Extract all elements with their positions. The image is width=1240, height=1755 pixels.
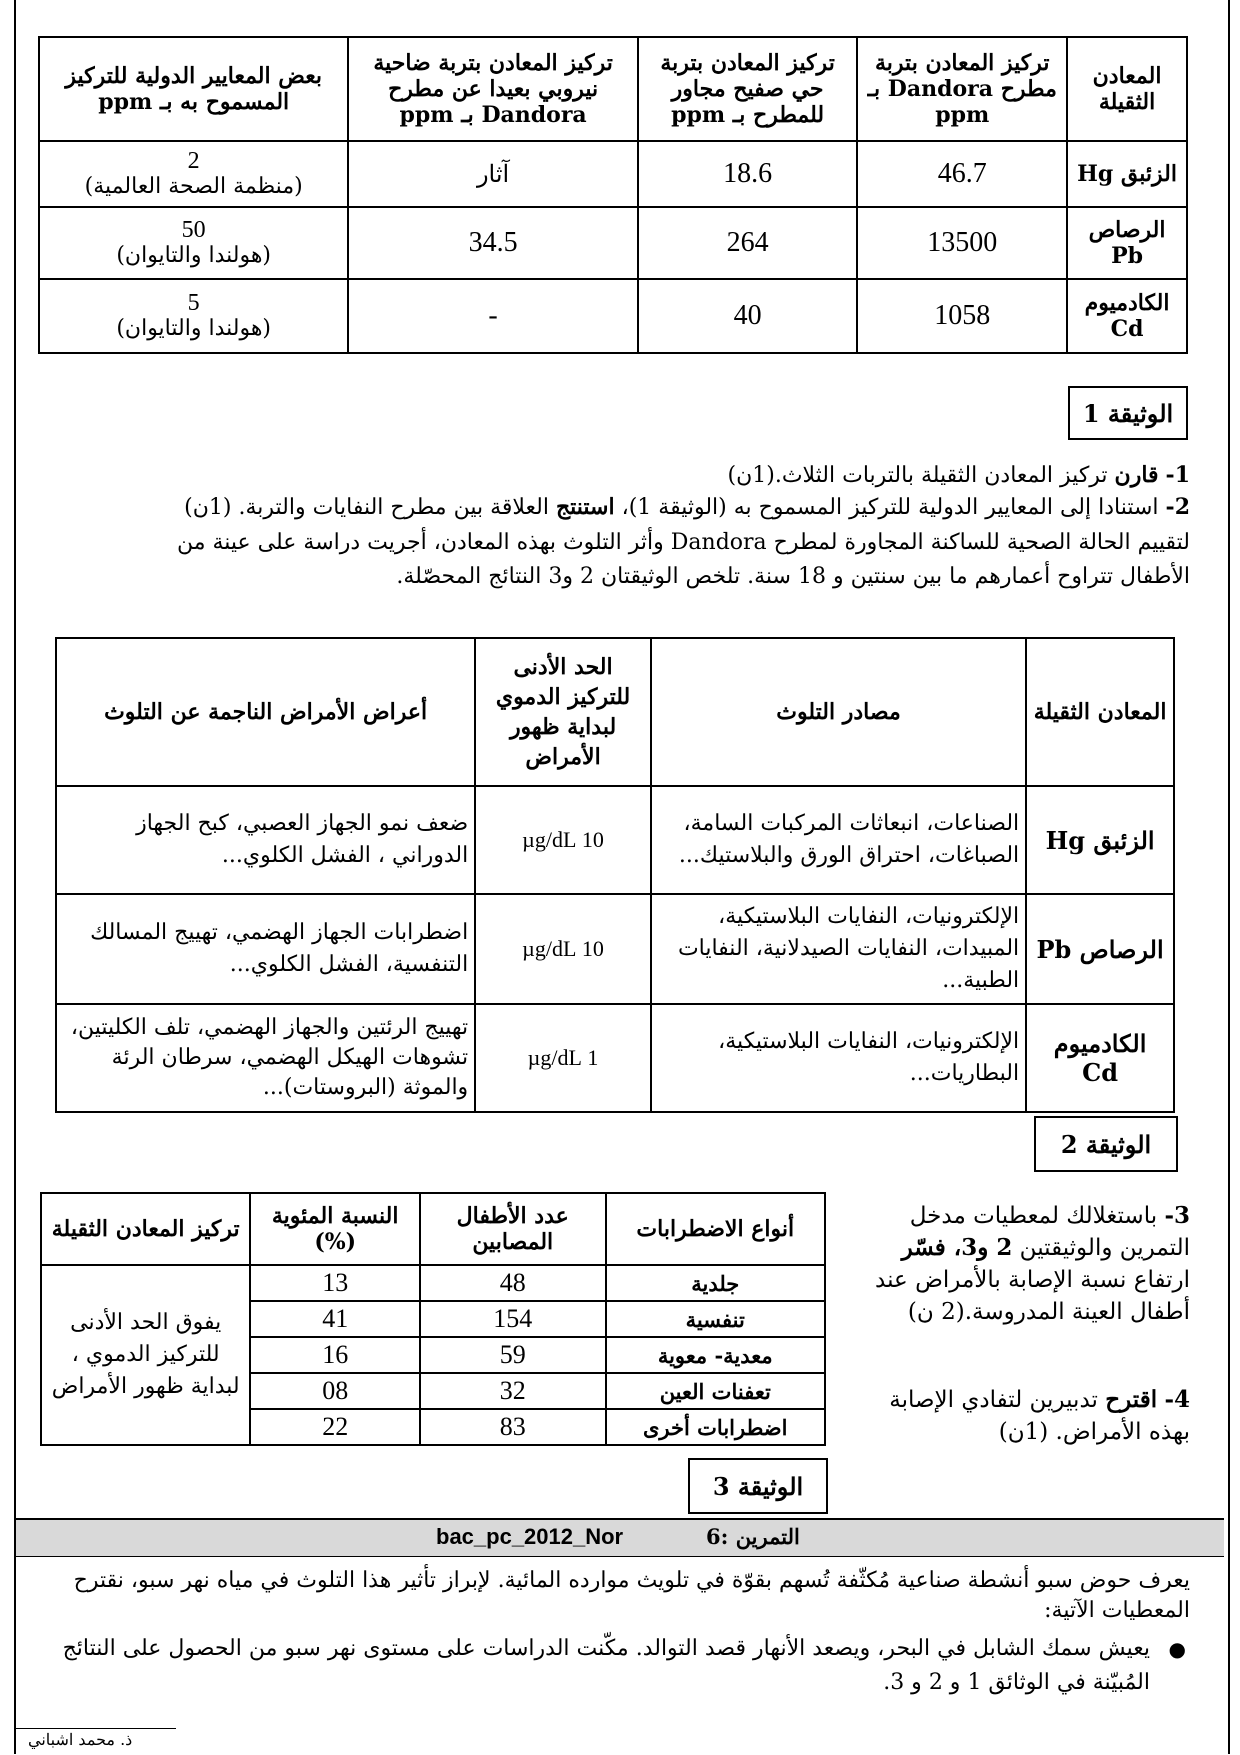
question-3-number: 3- xyxy=(1164,1202,1190,1229)
doc3-count: 83 xyxy=(420,1409,606,1445)
doc1-suburb-value: - xyxy=(348,279,637,353)
question-3-text-a: باستغلالك لمعطيات مدخل التمرين والوثيقتين xyxy=(909,1203,1190,1261)
doc1-metal: الكادميوم Cd xyxy=(1067,279,1187,353)
question-4-text: تدبيرين لتفادي الإصابة بهذه الأمراض. (1ن) xyxy=(889,1387,1190,1445)
doc1-label: الوثيقة 1 xyxy=(1068,386,1188,440)
doc3-count: 59 xyxy=(420,1337,606,1373)
doc3-label: الوثيقة 3 xyxy=(688,1458,828,1514)
question-1-number: 1- xyxy=(1165,462,1190,488)
table-row xyxy=(39,207,1187,279)
question-2-number: 2- xyxy=(1165,494,1190,520)
doc1-standard-value: 5 xyxy=(187,290,200,316)
doc3-type: جلدية xyxy=(606,1265,826,1301)
doc1-metal: الرصاص Pb xyxy=(1067,207,1187,279)
doc2-sources: الإلكترونيات، النفايات البلاستيكية، المبيدات، النفايات الصيدلانية، النفايات الطبية... xyxy=(651,894,1026,1004)
doc3-percent: 08 xyxy=(250,1373,420,1409)
doc1-dandora-value: 46.7 xyxy=(857,141,1067,207)
doc1-suburb-value: آثار xyxy=(348,141,637,207)
doc1-dandora-value: 1058 xyxy=(857,279,1067,353)
question-4 xyxy=(852,1384,1190,1448)
doc3-type: تعفنات العين xyxy=(606,1373,826,1409)
doc3-count: 154 xyxy=(420,1301,606,1337)
doc1-standard-org: (هولندا والتايوان) xyxy=(116,243,272,268)
doc3-concentration-note: يفوق الحد الأدنى للتركيز الدموي ، لبداية ظهور الأمراض xyxy=(41,1265,250,1445)
question-2-verb: استنتج xyxy=(555,494,615,520)
doc1-slum-value: 264 xyxy=(638,207,858,279)
doc1-table xyxy=(38,36,1188,354)
doc1-header-metal: المعادن الثقيلة xyxy=(1067,37,1187,141)
question-2-text-b: العلاقة بين مطرح النفايات والتربة. (1ن) xyxy=(184,495,556,520)
doc3-header-concentration: تركيز المعادن الثقيلة xyxy=(41,1193,250,1265)
bullet-icon: ● xyxy=(1168,1637,1186,1661)
footer-author: ذ. محمد اشباني xyxy=(28,1730,133,1749)
question-3 xyxy=(852,1200,1190,1328)
doc1-dandora-value: 13500 xyxy=(857,207,1067,279)
doc3-header-type: أنواع الاضطرابات xyxy=(606,1193,826,1265)
doc2-sources: الإلكترونيات، النفايات البلاستيكية، البطاريات... xyxy=(651,1004,1026,1112)
doc2-threshold: 10 µg/dL xyxy=(475,786,651,894)
question-4-verb: اقترح xyxy=(1105,1386,1158,1413)
question-3-text-b: ارتفاع نسبة الإصابة بالأمراض عند أطفال العينة المدروسة.(2 ن) xyxy=(875,1267,1190,1325)
doc2-header-sources: مصادر التلوث xyxy=(651,638,1026,786)
doc1-slum-value: 18.6 xyxy=(638,141,858,207)
doc2-header-symptoms: أعراض الأمراض الناجمة عن التلوث xyxy=(56,638,475,786)
doc3-percent: 16 xyxy=(250,1337,420,1373)
exercise-number: التمرين :6 xyxy=(706,1524,800,1549)
question-2-text-a: استنادا إلى المعايير الدولية للتركيز المسموح به (الوثيقة 1)، xyxy=(614,495,1159,520)
doc3-type: معدية- معوية xyxy=(606,1337,826,1373)
table-row xyxy=(56,894,1174,1004)
doc3-count: 48 xyxy=(420,1265,606,1301)
doc1-standard-cell xyxy=(39,279,348,353)
question-1 xyxy=(40,460,1190,491)
intro-line-2: الأطفال تتراوح أعمارهم ما بين سنتين و 18 سنة. تلخص الوثيقتان 2 و3 النتائج المحصّلة. xyxy=(396,564,1190,589)
doc3-count: 32 xyxy=(420,1373,606,1409)
doc2-symptoms: ضعف نمو الجهاز العصبي، كبح الجهاز الدوراني ، الفشل الكلوي... xyxy=(56,786,475,894)
doc1-header-slum: تركيز المعادن بتربة حي صفيح مجاور للمطرح بـ ppm xyxy=(638,37,858,141)
doc3-header-count: عدد الأطفال المصابين xyxy=(420,1193,606,1265)
doc2-symptoms: اضطرابات الجهاز الهضمي، تهييج المسالك التنفسية، الفشل الكلوي... xyxy=(56,894,475,1004)
table-row xyxy=(56,786,1174,894)
question-4-number: 4- xyxy=(1164,1386,1190,1413)
doc3-percent: 13 xyxy=(250,1265,420,1301)
question-1-verb: قارن xyxy=(1114,462,1159,488)
doc3-percent: 41 xyxy=(250,1301,420,1337)
table-row xyxy=(41,1265,825,1301)
doc3-type: اضطرابات أخرى xyxy=(606,1409,826,1445)
doc2-symptoms: تهييج الرئتين والجهاز الهضمي، تلف الكليتين، تشوهات الهيكل الهضمي، سرطان الرئة والموثة (البروستات)... xyxy=(56,1004,475,1112)
doc2-table xyxy=(55,637,1175,1113)
question-2 xyxy=(40,492,1190,523)
doc3-type: تنفسية xyxy=(606,1301,826,1337)
exercise-header-bar xyxy=(16,1518,1224,1557)
doc1-standard-org: (هولندا والتايوان) xyxy=(116,316,272,341)
question-1-text: تركيز المعادن الثقيلة بالتربات الثلاث.(1ن) xyxy=(727,463,1115,488)
doc1-suburb-value: 34.5 xyxy=(348,207,637,279)
doc1-standard-value: 50 xyxy=(181,217,206,243)
doc2-sources: الصناعات، انبعاثات المركبات السامة، الصباغات، احتراق الورق والبلاستيك... xyxy=(651,786,1026,894)
doc1-standard-cell xyxy=(39,207,348,279)
exercise6-bullet-text: يعيش سمك الشابل في البحر، ويصعد الأنهار قصد التوالد. مكّنت الدراسات على مستوى نهر سبو من الحصول على النتائج المُبيّنة في الوثائق 1 و 2 و 3. xyxy=(62,1636,1150,1695)
doc1-header-dandora: تركيز المعادن بتربة مطرح Dandora بـ ppm xyxy=(857,37,1067,141)
doc2-metal: الرصاص Pb xyxy=(1026,894,1174,1004)
doc3-header-percent: النسبة المئوية (%) xyxy=(250,1193,420,1265)
exercise-code: bac_pc_2012_Nor xyxy=(436,1524,624,1549)
doc2-header-metal: المعادن الثقيلة xyxy=(1026,638,1174,786)
table-row xyxy=(56,1004,1174,1112)
doc2-label: الوثيقة 2 xyxy=(1034,1116,1178,1172)
doc2-threshold: 1 µg/dL xyxy=(475,1004,651,1112)
exercise6-bullet-item xyxy=(40,1632,1190,1700)
doc1-standard-value: 2 xyxy=(187,148,200,174)
table-row xyxy=(39,141,1187,207)
doc2-metal: الزئبق Hg xyxy=(1026,786,1174,894)
doc1-header-suburb: تركيز المعادن بتربة ضاحية نيروبي بعيدا عن مطرح Dandora بـ ppm xyxy=(348,37,637,141)
doc1-standard-org: (منظمة الصحة العالمية) xyxy=(84,174,303,199)
doc2-metal: الكادميوم Cd xyxy=(1026,1004,1174,1112)
doc3-percent: 22 xyxy=(250,1409,420,1445)
doc1-metal: الزئبق Hg xyxy=(1067,141,1187,207)
doc2-header-threshold: الحد الأدنى للتركيز الدموي لبداية ظهور الأمراض xyxy=(475,638,651,786)
doc1-slum-value: 40 xyxy=(638,279,858,353)
doc2-threshold: 10 µg/dL xyxy=(475,894,651,1004)
doc3-table xyxy=(40,1192,826,1446)
question-3-verb: 2 و3، فسّر xyxy=(901,1234,1013,1261)
exercise6-intro: يعرف حوض سبو أنشطة صناعية مُكثّفة تُسهم بقوّة في تلويث موارده المائية. لإبراز تأثير هذا التلوث في مياه نهر سبو، نقترح المعطيات الآتية: xyxy=(73,1568,1190,1623)
table-row xyxy=(39,279,1187,353)
intro-line-1: لتقييم الحالة الصحية للساكنة المجاورة لمطرح Dandora وأثر التلوث بهذه المعادن، أجريت دراسة على عينة من xyxy=(176,530,1190,555)
doc1-standard-cell xyxy=(39,141,348,207)
doc1-header-standard: بعض المعايير الدولية للتركيز المسموح به بـ ppm xyxy=(39,37,348,141)
